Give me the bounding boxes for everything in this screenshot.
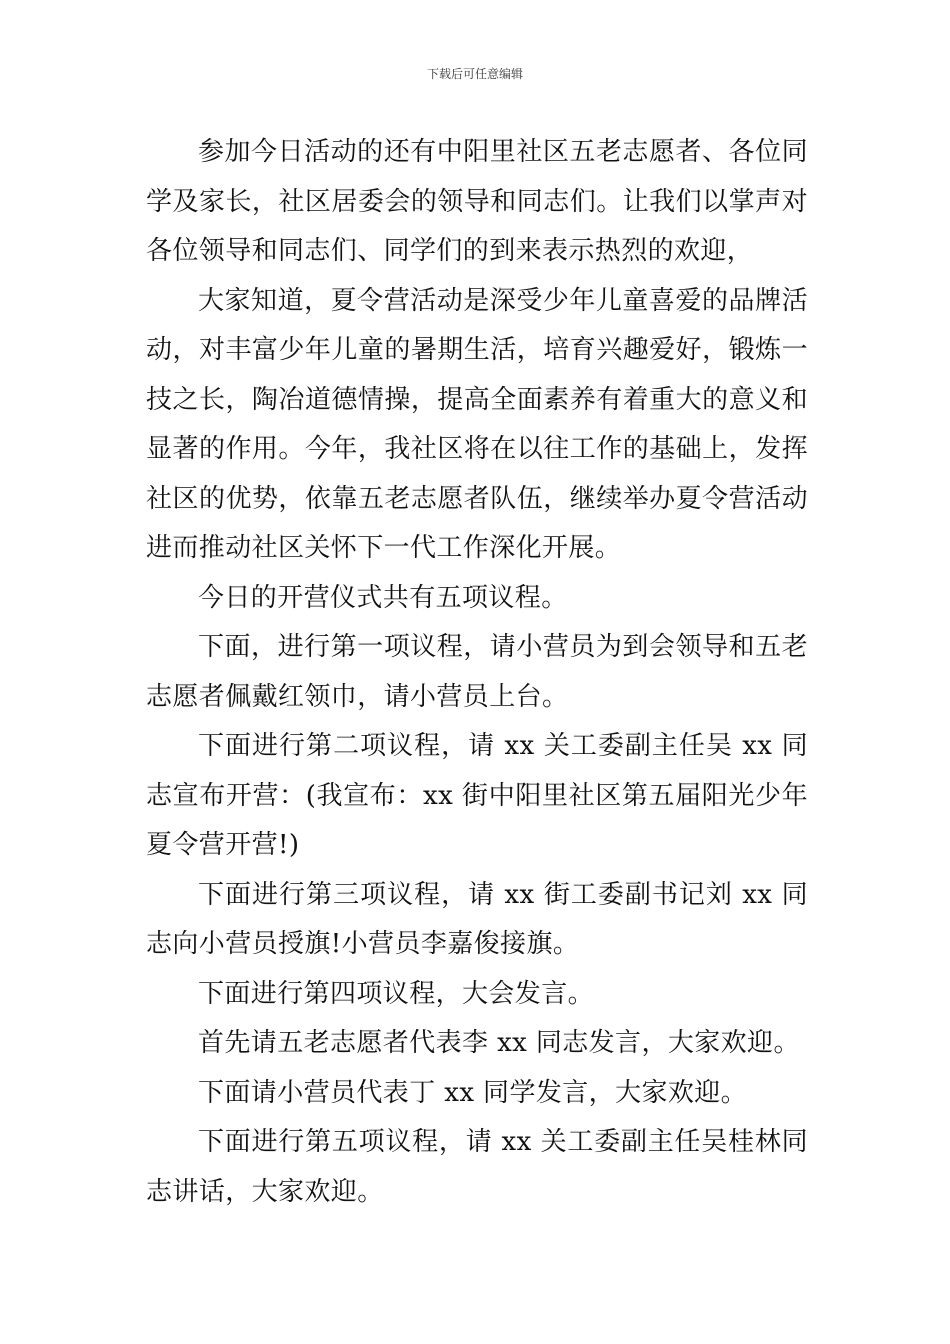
page-header-note: 下载后可任意编辑 <box>426 67 523 81</box>
paragraph-speech-camper: 下面请小营员代表丁 xx 同学发言，大家欢迎。 <box>198 1077 748 1108</box>
paragraph-speech-volunteer: 首先请五老志愿者代表李 xx 同志发言，大家欢迎。 <box>198 1028 800 1058</box>
paragraph-welcome: 参加今日活动的还有中阳里社区五老志愿者、各位同学及家长，社区居委会的领导和同志们。让我们以掌声对各位领导和同志们、同学们的到来表示热烈的欢迎， <box>146 137 808 266</box>
paragraph-summer-camp-intro: 大家知道，夏令营活动是深受少年儿童喜爱的品牌活动，对丰富少年儿童的暑期生活，培育兴趣爱好，锻炼一技之长，陶冶道德情操，提高全面素养有着重大的意义和显著的作用。今年，我社区将在以往工作的基础上，发挥社区的优势，依靠五老志愿者队伍，继续举办夏令营活动进而推动社区关怀下一代工作深化开展。 <box>146 285 808 563</box>
paragraph-agenda-item-5: 下面进行第五项议程，请 xx 关工委副主任吴桂林同志讲话，大家欢迎。 <box>146 1127 808 1207</box>
paragraph-agenda-item-2: 下面进行第二项议程，请 xx 关工委副主任吴 xx 同志宣布开营：(我宣布：xx 街中阳里社区第五届阳光少年夏令营开营!) <box>146 731 808 860</box>
paragraph-agenda-overview: 今日的开营仪式共有五项议程。 <box>198 582 568 613</box>
paragraph-agenda-item-4: 下面进行第四项议程，大会发言。 <box>198 978 595 1009</box>
paragraph-agenda-item-1: 下面，进行第一项议程，请小营员为到会领导和五老志愿者佩戴红领巾，请小营员上台。 <box>146 632 808 712</box>
paragraph-agenda-item-3: 下面进行第三项议程，请 xx 街工委副书记刘 xx 同志向小营员授旗!小营员李嘉俊接旗。 <box>146 879 808 959</box>
document-body <box>146 128 808 1217</box>
